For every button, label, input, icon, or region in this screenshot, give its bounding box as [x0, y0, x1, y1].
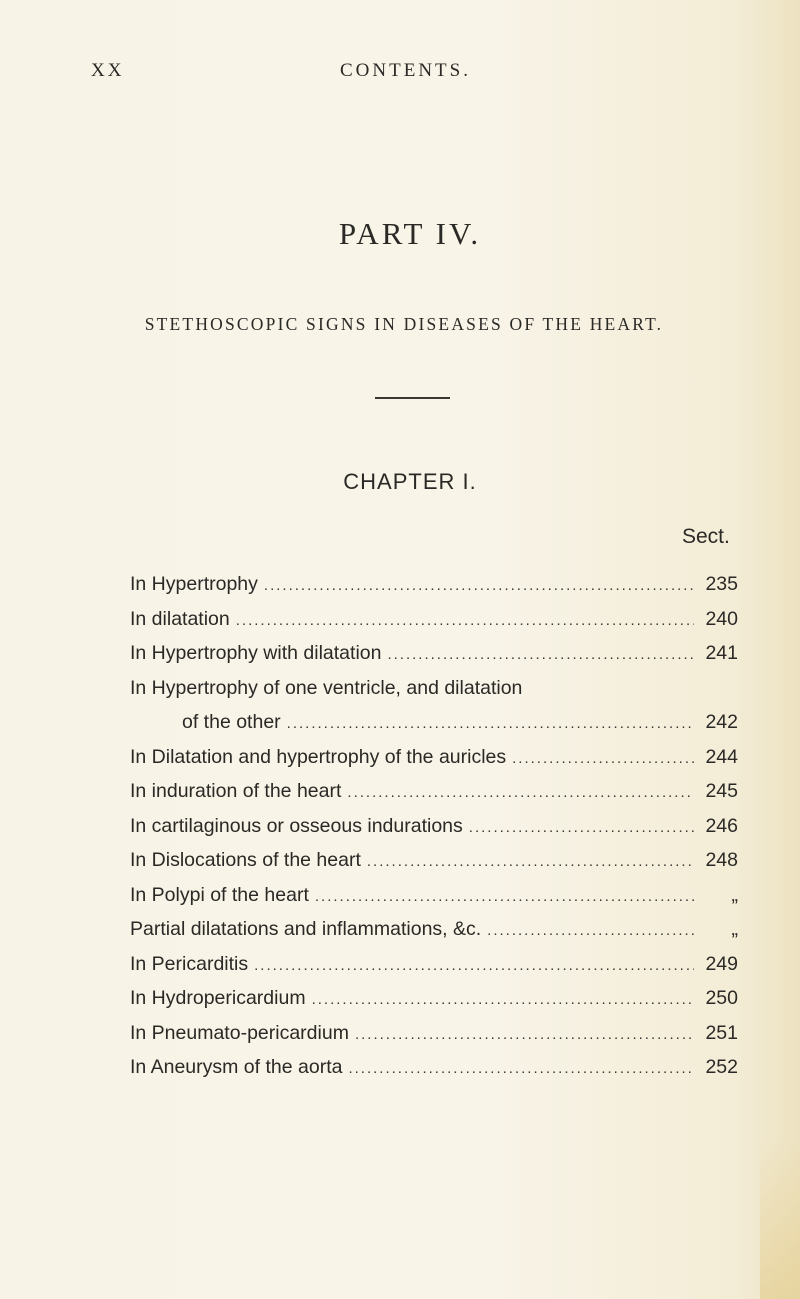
- toc-entry-section: 248: [705, 849, 738, 871]
- toc-entry-section: 246: [705, 814, 738, 837]
- running-title: CONTENTS.: [340, 60, 471, 81]
- toc-entry: [130, 671, 738, 706]
- toc-entry: [130, 774, 738, 809]
- toc-entry-section: 240: [705, 607, 738, 630]
- dot-leader: [487, 914, 694, 949]
- toc-entry-title: of the other: [182, 711, 281, 733]
- toc-entry-section: 252: [705, 1056, 738, 1078]
- section-column-header: Sect.: [682, 525, 730, 548]
- toc-entry-section: 251: [705, 1021, 738, 1044]
- dot-leader: [312, 983, 694, 1018]
- toc-entry: [130, 878, 738, 913]
- part-title: PART IV.: [338, 216, 482, 251]
- dot-leader: [287, 707, 694, 742]
- dot-leader: [367, 845, 694, 880]
- dot-leader: [348, 1052, 694, 1087]
- page-folio: XX: [91, 60, 125, 81]
- toc-entry-section: 249: [705, 952, 738, 975]
- toc-entry-title: In Dilatation and hypertrophy of the auricles: [130, 745, 507, 768]
- toc-entry-section: 244: [705, 745, 738, 768]
- toc-entry-title: Partial dilatations and inflammations, &c.: [130, 918, 482, 940]
- toc-entry: [130, 843, 738, 878]
- toc-entry-title: In Pericarditis: [130, 952, 249, 975]
- toc-entry: [130, 1050, 738, 1085]
- toc-entry: [130, 809, 738, 844]
- dot-leader: [355, 1018, 694, 1053]
- table-of-contents: [130, 567, 738, 1085]
- dot-leader: [236, 604, 694, 639]
- toc-entry: [130, 981, 738, 1016]
- toc-entry-title: In dilatation: [130, 607, 230, 630]
- toc-entry-section: 242: [705, 711, 738, 733]
- toc-entry-title: In induration of the heart: [130, 780, 342, 802]
- toc-entry-section: „: [731, 918, 738, 940]
- dot-leader: [387, 638, 694, 673]
- toc-entry-section: 241: [705, 642, 738, 664]
- toc-entry-section: 235: [705, 573, 738, 595]
- running-head: [0, 60, 800, 90]
- toc-entry-title: In Pneumato-pericardium: [130, 1021, 349, 1044]
- toc-entry: [130, 636, 738, 671]
- toc-entry-continuation: [130, 705, 738, 740]
- toc-entry: [130, 1016, 738, 1051]
- toc-entry-title: In Hypertrophy with dilatation: [130, 642, 382, 664]
- dot-leader: [315, 880, 694, 915]
- toc-entry-title: In Dislocations of the heart: [130, 849, 361, 871]
- part-subtitle: STETHOSCOPIC SIGNS IN DISEASES OF THE HEART.: [144, 314, 664, 334]
- toc-entry-title: In Hypertrophy of one ventricle, and dilatation: [130, 676, 523, 699]
- divider-rule: [375, 397, 450, 399]
- toc-entry: [130, 602, 738, 637]
- page-edge-stain: [760, 1139, 800, 1299]
- toc-entry-title: In Aneurysm of the aorta: [130, 1056, 343, 1078]
- toc-entry: [130, 740, 738, 775]
- toc-entry-title: In cartilaginous or osseous indurations: [130, 814, 463, 837]
- toc-entry-title: In Polypi of the heart: [130, 883, 309, 906]
- toc-entry: [130, 912, 738, 947]
- dot-leader: [469, 811, 694, 846]
- dot-leader: [512, 742, 694, 777]
- dot-leader: [347, 776, 694, 811]
- toc-entry-section: 250: [705, 987, 738, 1009]
- toc-entry-section: 245: [705, 780, 738, 802]
- dot-leader: [254, 949, 694, 984]
- dot-leader: [264, 569, 694, 604]
- chapter-title: CHAPTER I.: [343, 469, 477, 494]
- toc-entry-section: „: [731, 883, 738, 906]
- toc-entry: [130, 567, 738, 602]
- toc-entry-title: In Hypertrophy: [130, 573, 258, 595]
- toc-entry-title: In Hydropericardium: [130, 987, 306, 1009]
- toc-entry: [130, 947, 738, 982]
